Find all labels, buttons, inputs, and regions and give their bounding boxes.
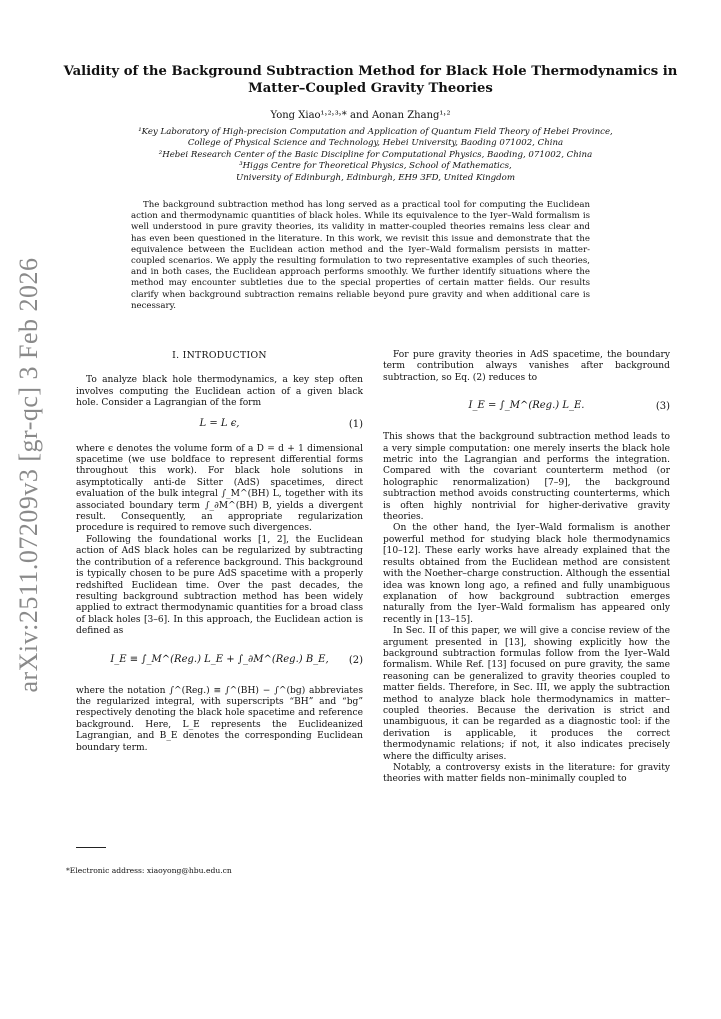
paragraph: In Sec. II of this paper, we will give a concise review of the argument presented in [13], showing explicitly how the background subtraction formulas follow from the Iyer–Wald formalism. While Ref. [13] focused on pure gravity, the same reasoning can be generalized to gravity theories coupled to matter fields. Therefore, in Sec. III, we apply the subtraction method to analyze black hole thermodynamics in matter–coupled theories. Because the derivation is strict and unambiguous, it can be regarded as a diagnostic tool: if the derivation is applicable, it produces the correct thermodynamic relations; if not, it also indicates precisely where the difficulty arises.	[383, 626, 670, 762]
equation-number: (2)	[348, 654, 363, 666]
equation-2	[76, 643, 363, 681]
paragraph: where ϵ denotes the volume form of a D = d + 1 dimensional spacetime (we use boldface to represent differential forms throughout this work). For black hole solutions in asymptotically anti-de Sitter (AdS) spacetimes, direct evaluation of the bulk integral ∫_M^(BH) L, together with its associated boundary term ∫_∂M^(BH) B, yields a divergent result. Consequently, an appropriate regularization procedure is required to remove such divergences.	[76, 443, 363, 534]
paragraph: On the other hand, the Iyer–Wald formalism is another powerful method for studying black hole thermodynamics [10–12]. These early works have already explained that the results obtained from the Euclidean method are consistent with the Noether–charge construction. Although the essential idea was known long ago, a refined and fully unambiguous explanation of how background subtraction emerges naturally from the Iyer–Wald formalism has appeared only recently in [13–15].	[383, 523, 670, 625]
equation-body: I_E = ∫_M^(Reg.) L_E.	[468, 400, 585, 412]
right-column	[383, 350, 670, 786]
authors: Yong Xiao¹˒²˒³˒* and Aonan Zhang¹˒²	[270, 110, 451, 121]
affiliation-line: ³Higgs Centre for Theoretical Physics, School of Mathematics,	[239, 161, 512, 172]
footnote: *Electronic address: xiaoyong@hbu.edu.cn	[66, 866, 232, 875]
footnote-rule	[76, 847, 106, 848]
paragraph: where the notation ∫^(Reg.) ≡ ∫^(BH) − ∫^(bg) abbreviates the regularized integral, with superscripts “BH” and “bg” respectively denoting the black hole spacetime and reference background. Here, L_E represents the Euclideanized Lagrangian, and B_E denotes the corresponding Euclidean boundary term.	[76, 685, 363, 753]
abstract: The background subtraction method has long served as a practical tool for computing the Euclidean action and thermodynamic quantities of black holes. While its equivalence to the Iyer–Wald formalism is well understood in pure gravity theories, its validity in matter-coupled theories remains less clear and has even been questioned in the literature. In this work, we revisit this issue and demonstrate that the equivalence between the Euclidean action method and the Iyer–Wald formalism persists in matter-coupled scenarios. We apply the resulting formulation to two representative examples of such theories, and in both cases, the Euclidean approach performs smoothly. We further identify situations where the method may encounter subtleties due to the special properties of certain matter fields. Our results clarify when background subtraction remains reliable beyond pure gravity and when additional care is necessary.	[131, 200, 590, 311]
paragraph: This shows that the background subtraction method leads to a very simple computation: one merely inserts the black hole metric into the Lagrangian and performs the integration. Compared with the covariant counterterm method (or holographic renormalization) [7–9], the background subtraction method avoids constructing counterterms, which is often highly nontrivial for higher-derivative gravity theories.	[383, 432, 670, 523]
left-column	[76, 350, 363, 754]
affiliation-line: ¹Key Laboratory of High-precision Computation and Application of Quantum Field Theory of Hebei Province,	[138, 127, 613, 137]
paragraph: Following the foundational works [1, 2], the Euclidean action of AdS black holes can be regularized by subtracting the contribution of a reference background. This background is typically chosen to be pure AdS spacetime with a properly redshifted Euclidean time. Over the past decades, the resulting background subtraction method has been widely applied to extract thermodynamic quantities for a broad class of black holes [3–6]. In this approach, the Euclidean action is defined as	[76, 534, 363, 637]
equation-number: (3)	[655, 401, 670, 413]
paragraph: Notably, a controversy exists in the literature: for gravity theories with matter fields non–minimally coupled to	[383, 763, 670, 785]
equation-body: L = L ϵ,	[199, 417, 240, 429]
affiliation-line: College of Physical Science and Technology, Hebei University, Baoding 071002, China	[187, 138, 564, 149]
section-heading: I. INTRODUCTION	[172, 350, 267, 361]
affiliations	[90, 127, 661, 184]
equation-body: I_E ≡ ∫_M^(Reg.) L_E + ∫_∂M^(Reg.) B_E,	[110, 653, 329, 665]
arxiv-id: arXiv:2511.07209v3 [gr-qc] 3 Feb 2026	[14, 257, 43, 693]
paper-title: Validity of the Background Subtraction Method for Black Hole Thermodynamics in Matter–Coupled Gravity Theories	[63, 64, 678, 96]
equation-3	[383, 389, 670, 427]
affiliation-line: ²Hebei Research Center of the Basic Discipline for Computational Physics, Baoding, 071002, China	[158, 149, 593, 160]
affiliation-line: University of Edinburgh, Edinburgh, EH9 3FD, United Kingdom	[235, 172, 516, 183]
paragraph: To analyze black hole thermodynamics, a key step often involves computing the Euclidean action of a given black hole. Consider a Lagrangian of the form	[76, 375, 363, 409]
arxiv-stamp	[9, 245, 49, 705]
equation-1	[76, 415, 363, 439]
paragraph: For pure gravity theories in AdS spacetime, the boundary term contribution always vanishes after background subtraction, so Eq. (2) reduces to	[383, 350, 670, 383]
equation-number: (1)	[348, 418, 363, 430]
